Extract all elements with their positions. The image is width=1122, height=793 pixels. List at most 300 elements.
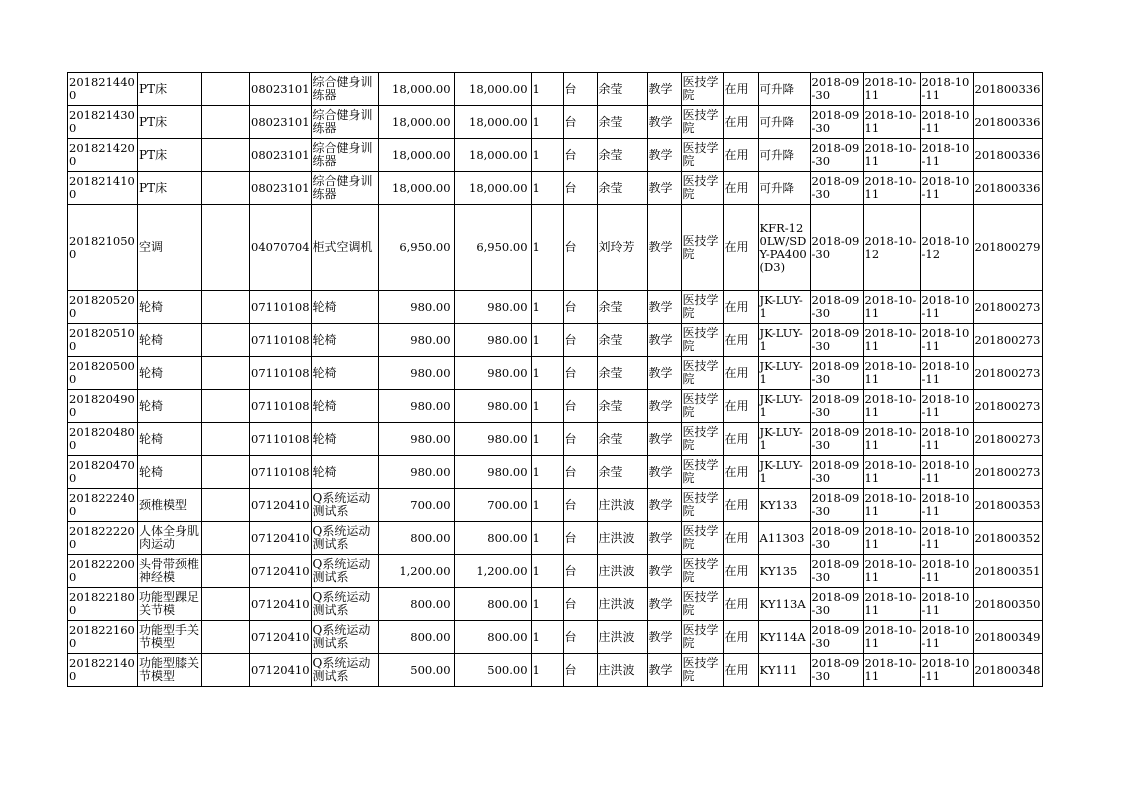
accounting-date-cell: 2018-10-11 [920, 172, 973, 205]
department-cell: 医技学院 [681, 139, 723, 172]
unit-price-cell: 700.00 [378, 489, 454, 522]
department-cell: 医技学院 [681, 588, 723, 621]
asset-id-cell: 2018214400 [68, 73, 138, 106]
status-cell: 在用 [723, 357, 758, 390]
status-cell: 在用 [723, 172, 758, 205]
model-cell: JK-LUY-1 [758, 357, 810, 390]
category-code-cell: 07120410 [250, 621, 312, 654]
category-code-cell: 08023101 [250, 139, 312, 172]
table-row [68, 588, 1043, 621]
category-name-cell: 综合健身训练器 [311, 106, 378, 139]
department-cell: 医技学院 [681, 489, 723, 522]
amount-cell: 980.00 [454, 423, 531, 456]
amount-cell: 18,000.00 [454, 172, 531, 205]
asset-id-cell: 2018214200 [68, 139, 138, 172]
unit-cell: 台 [563, 588, 597, 621]
category-code-cell: 07110108 [250, 423, 312, 456]
quantity-cell: 1 [531, 621, 563, 654]
unit-cell: 台 [563, 522, 597, 555]
accounting-date-cell: 2018-10-11 [920, 423, 973, 456]
asset-id-cell: 2018205000 [68, 357, 138, 390]
asset-id-cell: 2018205200 [68, 291, 138, 324]
table-row [68, 172, 1043, 205]
unit-price-cell: 800.00 [378, 621, 454, 654]
amount-cell: 18,000.00 [454, 106, 531, 139]
custodian-cell: 余莹 [597, 423, 647, 456]
unit-price-cell: 800.00 [378, 588, 454, 621]
amount-cell: 800.00 [454, 522, 531, 555]
status-cell: 在用 [723, 555, 758, 588]
asset-id-cell: 2018205100 [68, 324, 138, 357]
usage-cell: 教学 [647, 621, 681, 654]
purchase-date-cell: 2018-09-30 [810, 106, 863, 139]
entry-date-cell: 2018-10-11 [863, 139, 920, 172]
category-name-cell: 轮椅 [311, 456, 378, 489]
category-code-cell: 08023101 [250, 172, 312, 205]
asset-name-cell: 功能型手关节模型 [138, 621, 202, 654]
usage-cell: 教学 [647, 291, 681, 324]
asset-id-cell: 2018222200 [68, 522, 138, 555]
blank-cell [202, 456, 250, 489]
entry-date-cell: 2018-10-11 [863, 654, 920, 687]
department-cell: 医技学院 [681, 456, 723, 489]
category-name-cell: 轮椅 [311, 324, 378, 357]
unit-cell: 台 [563, 390, 597, 423]
entry-date-cell: 2018-10-12 [863, 205, 920, 291]
custodian-cell: 刘玲芳 [597, 205, 647, 291]
blank-cell [202, 73, 250, 106]
usage-cell: 教学 [647, 106, 681, 139]
category-name-cell: 轮椅 [311, 291, 378, 324]
unit-cell: 台 [563, 139, 597, 172]
accounting-date-cell: 2018-10-11 [920, 357, 973, 390]
purchase-date-cell: 2018-09-30 [810, 205, 863, 291]
category-code-cell: 04070704 [250, 205, 312, 291]
custodian-cell: 庄洪波 [597, 489, 647, 522]
asset-id-cell: 2018214100 [68, 172, 138, 205]
asset-name-cell: 轮椅 [138, 390, 202, 423]
asset-name-cell: 颈椎模型 [138, 489, 202, 522]
blank-cell [202, 172, 250, 205]
unit-price-cell: 980.00 [378, 357, 454, 390]
asset-name-cell: 功能型踝足关节模 [138, 588, 202, 621]
entry-date-cell: 2018-10-11 [863, 172, 920, 205]
accounting-date-cell: 2018-10-11 [920, 456, 973, 489]
asset-id-cell: 2018222400 [68, 489, 138, 522]
usage-cell: 教学 [647, 654, 681, 687]
custodian-cell: 余莹 [597, 456, 647, 489]
category-name-cell: Q系统运动测试系 [311, 621, 378, 654]
accounting-date-cell: 2018-10-11 [920, 621, 973, 654]
unit-cell: 台 [563, 106, 597, 139]
entry-date-cell: 2018-10-11 [863, 555, 920, 588]
purchase-date-cell: 2018-09-30 [810, 423, 863, 456]
custodian-cell: 余莹 [597, 73, 647, 106]
quantity-cell: 1 [531, 489, 563, 522]
model-cell: KY111 [758, 654, 810, 687]
model-cell: JK-LUY-1 [758, 324, 810, 357]
amount-cell: 800.00 [454, 588, 531, 621]
table-row [68, 324, 1043, 357]
amount-cell: 800.00 [454, 621, 531, 654]
unit-price-cell: 980.00 [378, 423, 454, 456]
blank-cell [202, 139, 250, 172]
usage-cell: 教学 [647, 357, 681, 390]
status-cell: 在用 [723, 390, 758, 423]
blank-cell [202, 621, 250, 654]
asset-id-cell: 2018204700 [68, 456, 138, 489]
category-code-cell: 07120410 [250, 654, 312, 687]
purchase-date-cell: 2018-09-30 [810, 489, 863, 522]
document-number-cell: 201800349 [973, 621, 1042, 654]
document-number-cell: 201800279 [973, 205, 1042, 291]
purchase-date-cell: 2018-09-30 [810, 139, 863, 172]
purchase-date-cell: 2018-09-30 [810, 73, 863, 106]
asset-id-cell: 2018204800 [68, 423, 138, 456]
accounting-date-cell: 2018-10-11 [920, 489, 973, 522]
department-cell: 医技学院 [681, 73, 723, 106]
asset-name-cell: 功能型膝关节模型 [138, 654, 202, 687]
category-name-cell: 综合健身训练器 [311, 73, 378, 106]
department-cell: 医技学院 [681, 172, 723, 205]
custodian-cell: 余莹 [597, 291, 647, 324]
asset-name-cell: 轮椅 [138, 324, 202, 357]
quantity-cell: 1 [531, 423, 563, 456]
purchase-date-cell: 2018-09-30 [810, 456, 863, 489]
amount-cell: 980.00 [454, 291, 531, 324]
unit-price-cell: 18,000.00 [378, 73, 454, 106]
custodian-cell: 余莹 [597, 357, 647, 390]
status-cell: 在用 [723, 456, 758, 489]
table-row [68, 489, 1043, 522]
quantity-cell: 1 [531, 205, 563, 291]
document-number-cell: 201800336 [973, 139, 1042, 172]
unit-cell: 台 [563, 324, 597, 357]
category-name-cell: 轮椅 [311, 357, 378, 390]
document-number-cell: 201800273 [973, 390, 1042, 423]
unit-cell: 台 [563, 205, 597, 291]
asset-id-cell: 2018210500 [68, 205, 138, 291]
asset-name-cell: PT床 [138, 172, 202, 205]
asset-id-cell: 2018221800 [68, 588, 138, 621]
quantity-cell: 1 [531, 139, 563, 172]
accounting-date-cell: 2018-10-11 [920, 291, 973, 324]
usage-cell: 教学 [647, 324, 681, 357]
category-name-cell: Q系统运动测试系 [311, 489, 378, 522]
status-cell: 在用 [723, 588, 758, 621]
quantity-cell: 1 [531, 73, 563, 106]
department-cell: 医技学院 [681, 621, 723, 654]
blank-cell [202, 205, 250, 291]
asset-name-cell: PT床 [138, 106, 202, 139]
document-number-cell: 201800273 [973, 291, 1042, 324]
blank-cell [202, 588, 250, 621]
asset-id-cell: 2018221400 [68, 654, 138, 687]
category-code-cell: 07120410 [250, 522, 312, 555]
department-cell: 医技学院 [681, 654, 723, 687]
table-row [68, 555, 1043, 588]
model-cell: KY114A [758, 621, 810, 654]
amount-cell: 980.00 [454, 456, 531, 489]
asset-name-cell: PT床 [138, 139, 202, 172]
department-cell: 医技学院 [681, 357, 723, 390]
purchase-date-cell: 2018-09-30 [810, 522, 863, 555]
document-number-cell: 201800273 [973, 423, 1042, 456]
asset-id-cell: 2018214300 [68, 106, 138, 139]
department-cell: 医技学院 [681, 423, 723, 456]
status-cell: 在用 [723, 522, 758, 555]
asset-id-cell: 2018222000 [68, 555, 138, 588]
category-name-cell: 综合健身训练器 [311, 172, 378, 205]
asset-name-cell: 轮椅 [138, 291, 202, 324]
quantity-cell: 1 [531, 172, 563, 205]
purchase-date-cell: 2018-09-30 [810, 172, 863, 205]
quantity-cell: 1 [531, 654, 563, 687]
amount-cell: 6,950.00 [454, 205, 531, 291]
model-cell: A11303 [758, 522, 810, 555]
category-code-cell: 07110108 [250, 390, 312, 423]
amount-cell: 1,200.00 [454, 555, 531, 588]
custodian-cell: 余莹 [597, 106, 647, 139]
department-cell: 医技学院 [681, 390, 723, 423]
entry-date-cell: 2018-10-11 [863, 324, 920, 357]
table-row [68, 423, 1043, 456]
model-cell: KY113A [758, 588, 810, 621]
custodian-cell: 庄洪波 [597, 654, 647, 687]
usage-cell: 教学 [647, 522, 681, 555]
asset-id-cell: 2018221600 [68, 621, 138, 654]
accounting-date-cell: 2018-10-11 [920, 522, 973, 555]
table-row [68, 73, 1043, 106]
accounting-date-cell: 2018-10-11 [920, 73, 973, 106]
amount-cell: 700.00 [454, 489, 531, 522]
usage-cell: 教学 [647, 555, 681, 588]
model-cell: JK-LUY-1 [758, 456, 810, 489]
category-code-cell: 07110108 [250, 291, 312, 324]
document-number-cell: 201800273 [973, 324, 1042, 357]
accounting-date-cell: 2018-10-11 [920, 654, 973, 687]
table-row [68, 390, 1043, 423]
status-cell: 在用 [723, 291, 758, 324]
asset-name-cell: 轮椅 [138, 423, 202, 456]
asset-id-cell: 2018204900 [68, 390, 138, 423]
amount-cell: 18,000.00 [454, 139, 531, 172]
model-cell: KY133 [758, 489, 810, 522]
model-cell: JK-LUY-1 [758, 390, 810, 423]
custodian-cell: 庄洪波 [597, 555, 647, 588]
quantity-cell: 1 [531, 324, 563, 357]
amount-cell: 18,000.00 [454, 73, 531, 106]
usage-cell: 教学 [647, 489, 681, 522]
blank-cell [202, 654, 250, 687]
entry-date-cell: 2018-10-11 [863, 522, 920, 555]
custodian-cell: 余莹 [597, 324, 647, 357]
accounting-date-cell: 2018-10-11 [920, 555, 973, 588]
blank-cell [202, 106, 250, 139]
usage-cell: 教学 [647, 205, 681, 291]
usage-cell: 教学 [647, 390, 681, 423]
purchase-date-cell: 2018-09-30 [810, 654, 863, 687]
entry-date-cell: 2018-10-11 [863, 456, 920, 489]
entry-date-cell: 2018-10-11 [863, 588, 920, 621]
amount-cell: 500.00 [454, 654, 531, 687]
unit-cell: 台 [563, 621, 597, 654]
usage-cell: 教学 [647, 73, 681, 106]
entry-date-cell: 2018-10-11 [863, 621, 920, 654]
usage-cell: 教学 [647, 139, 681, 172]
unit-price-cell: 6,950.00 [378, 205, 454, 291]
asset-name-cell: PT床 [138, 73, 202, 106]
unit-cell: 台 [563, 654, 597, 687]
custodian-cell: 庄洪波 [597, 522, 647, 555]
category-code-cell: 07110108 [250, 357, 312, 390]
unit-cell: 台 [563, 291, 597, 324]
blank-cell [202, 522, 250, 555]
entry-date-cell: 2018-10-11 [863, 423, 920, 456]
unit-cell: 台 [563, 555, 597, 588]
document-number-cell: 201800336 [973, 73, 1042, 106]
document-number-cell: 201800273 [973, 456, 1042, 489]
quantity-cell: 1 [531, 555, 563, 588]
blank-cell [202, 324, 250, 357]
usage-cell: 教学 [647, 172, 681, 205]
table-row [68, 357, 1043, 390]
custodian-cell: 庄洪波 [597, 588, 647, 621]
table-body [68, 73, 1043, 687]
unit-price-cell: 980.00 [378, 456, 454, 489]
category-code-cell: 07120410 [250, 489, 312, 522]
amount-cell: 980.00 [454, 357, 531, 390]
accounting-date-cell: 2018-10-11 [920, 324, 973, 357]
status-cell: 在用 [723, 205, 758, 291]
category-name-cell: Q系统运动测试系 [311, 555, 378, 588]
custodian-cell: 庄洪波 [597, 621, 647, 654]
usage-cell: 教学 [647, 456, 681, 489]
entry-date-cell: 2018-10-11 [863, 357, 920, 390]
asset-name-cell: 头骨带颈椎神经模 [138, 555, 202, 588]
blank-cell [202, 291, 250, 324]
category-code-cell: 08023101 [250, 106, 312, 139]
department-cell: 医技学院 [681, 205, 723, 291]
unit-price-cell: 500.00 [378, 654, 454, 687]
amount-cell: 980.00 [454, 324, 531, 357]
status-cell: 在用 [723, 139, 758, 172]
model-cell: KFR-120LW/SDY-PA400(D3) [758, 205, 810, 291]
purchase-date-cell: 2018-09-30 [810, 621, 863, 654]
unit-price-cell: 1,200.00 [378, 555, 454, 588]
entry-date-cell: 2018-10-11 [863, 489, 920, 522]
model-cell: 可升降 [758, 73, 810, 106]
status-cell: 在用 [723, 489, 758, 522]
quantity-cell: 1 [531, 291, 563, 324]
asset-name-cell: 轮椅 [138, 357, 202, 390]
custodian-cell: 余莹 [597, 172, 647, 205]
purchase-date-cell: 2018-09-30 [810, 390, 863, 423]
model-cell: KY135 [758, 555, 810, 588]
model-cell: 可升降 [758, 139, 810, 172]
entry-date-cell: 2018-10-11 [863, 390, 920, 423]
unit-cell: 台 [563, 73, 597, 106]
asset-name-cell: 人体全身肌肉运动 [138, 522, 202, 555]
unit-price-cell: 18,000.00 [378, 106, 454, 139]
unit-cell: 台 [563, 423, 597, 456]
category-name-cell: Q系统运动测试系 [311, 522, 378, 555]
status-cell: 在用 [723, 621, 758, 654]
department-cell: 医技学院 [681, 291, 723, 324]
category-code-cell: 07120410 [250, 588, 312, 621]
category-name-cell: Q系统运动测试系 [311, 654, 378, 687]
blank-cell [202, 423, 250, 456]
status-cell: 在用 [723, 423, 758, 456]
category-name-cell: 轮椅 [311, 423, 378, 456]
quantity-cell: 1 [531, 588, 563, 621]
purchase-date-cell: 2018-09-30 [810, 324, 863, 357]
quantity-cell: 1 [531, 456, 563, 489]
unit-price-cell: 800.00 [378, 522, 454, 555]
blank-cell [202, 357, 250, 390]
entry-date-cell: 2018-10-11 [863, 106, 920, 139]
quantity-cell: 1 [531, 390, 563, 423]
unit-cell: 台 [563, 456, 597, 489]
table-row [68, 621, 1043, 654]
table-row [68, 654, 1043, 687]
blank-cell [202, 489, 250, 522]
quantity-cell: 1 [531, 522, 563, 555]
purchase-date-cell: 2018-09-30 [810, 357, 863, 390]
unit-price-cell: 980.00 [378, 291, 454, 324]
accounting-date-cell: 2018-10-11 [920, 390, 973, 423]
unit-price-cell: 18,000.00 [378, 172, 454, 205]
blank-cell [202, 555, 250, 588]
table-row [68, 205, 1043, 291]
status-cell: 在用 [723, 324, 758, 357]
purchase-date-cell: 2018-09-30 [810, 555, 863, 588]
purchase-date-cell: 2018-09-30 [810, 588, 863, 621]
unit-cell: 台 [563, 489, 597, 522]
asset-name-cell: 轮椅 [138, 456, 202, 489]
category-code-cell: 07110108 [250, 456, 312, 489]
category-name-cell: Q系统运动测试系 [311, 588, 378, 621]
document-number-cell: 201800351 [973, 555, 1042, 588]
category-name-cell: 综合健身训练器 [311, 139, 378, 172]
document-number-cell: 201800350 [973, 588, 1042, 621]
asset-table [67, 72, 1043, 687]
table-row [68, 456, 1043, 489]
model-cell: 可升降 [758, 172, 810, 205]
department-cell: 医技学院 [681, 106, 723, 139]
accounting-date-cell: 2018-10-12 [920, 205, 973, 291]
quantity-cell: 1 [531, 106, 563, 139]
unit-cell: 台 [563, 357, 597, 390]
unit-price-cell: 980.00 [378, 324, 454, 357]
model-cell: JK-LUY-1 [758, 291, 810, 324]
purchase-date-cell: 2018-09-30 [810, 291, 863, 324]
document-number-cell: 201800336 [973, 106, 1042, 139]
document-number-cell: 201800273 [973, 357, 1042, 390]
status-cell: 在用 [723, 654, 758, 687]
category-code-cell: 08023101 [250, 73, 312, 106]
category-code-cell: 07110108 [250, 324, 312, 357]
model-cell: JK-LUY-1 [758, 423, 810, 456]
table-row [68, 291, 1043, 324]
category-name-cell: 柜式空调机 [311, 205, 378, 291]
department-cell: 医技学院 [681, 555, 723, 588]
department-cell: 医技学院 [681, 324, 723, 357]
accounting-date-cell: 2018-10-11 [920, 106, 973, 139]
asset-name-cell: 空调 [138, 205, 202, 291]
unit-price-cell: 18,000.00 [378, 139, 454, 172]
document-number-cell: 201800353 [973, 489, 1042, 522]
